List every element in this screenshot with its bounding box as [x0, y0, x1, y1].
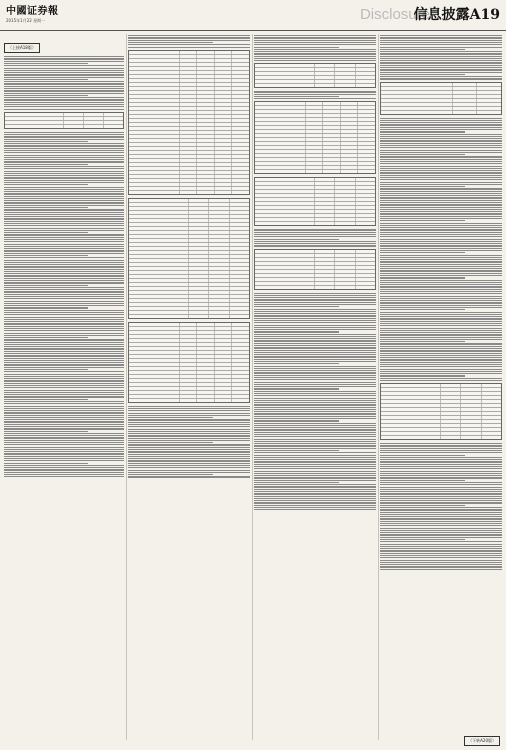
text-block	[254, 91, 376, 99]
data-table	[4, 112, 124, 129]
column-divider	[378, 34, 379, 740]
data-table	[380, 82, 502, 115]
section-title-cn: 信息披露A19	[413, 7, 500, 23]
column-3	[254, 34, 376, 740]
data-table	[380, 383, 502, 440]
section-title-en: Disclosure	[359, 6, 430, 23]
text-block	[254, 229, 376, 246]
text-block	[4, 56, 124, 110]
data-table	[254, 101, 376, 174]
newspaper-logo: 中國证券報	[6, 6, 59, 17]
dateline: 2015年1月22 星期一	[6, 18, 46, 23]
text-block	[254, 35, 376, 61]
masthead	[0, 0, 506, 31]
data-table	[128, 322, 250, 403]
column-2	[128, 34, 250, 740]
text-block	[128, 406, 250, 478]
data-table	[128, 198, 250, 319]
text-block	[128, 35, 250, 48]
column-divider	[126, 34, 127, 740]
column-divider	[252, 34, 253, 740]
continued-from-tag: （上接A18版）	[4, 43, 40, 53]
data-table	[254, 63, 376, 88]
data-table	[128, 50, 250, 195]
text-block	[380, 35, 502, 80]
text-block	[380, 443, 502, 570]
data-table	[254, 249, 376, 290]
text-block	[4, 132, 124, 478]
column-4	[380, 34, 502, 740]
column-1	[4, 34, 124, 740]
text-block	[254, 293, 376, 511]
text-block	[380, 118, 502, 382]
data-table	[254, 177, 376, 226]
continued-to-tag: （下转A20版）	[464, 736, 500, 746]
